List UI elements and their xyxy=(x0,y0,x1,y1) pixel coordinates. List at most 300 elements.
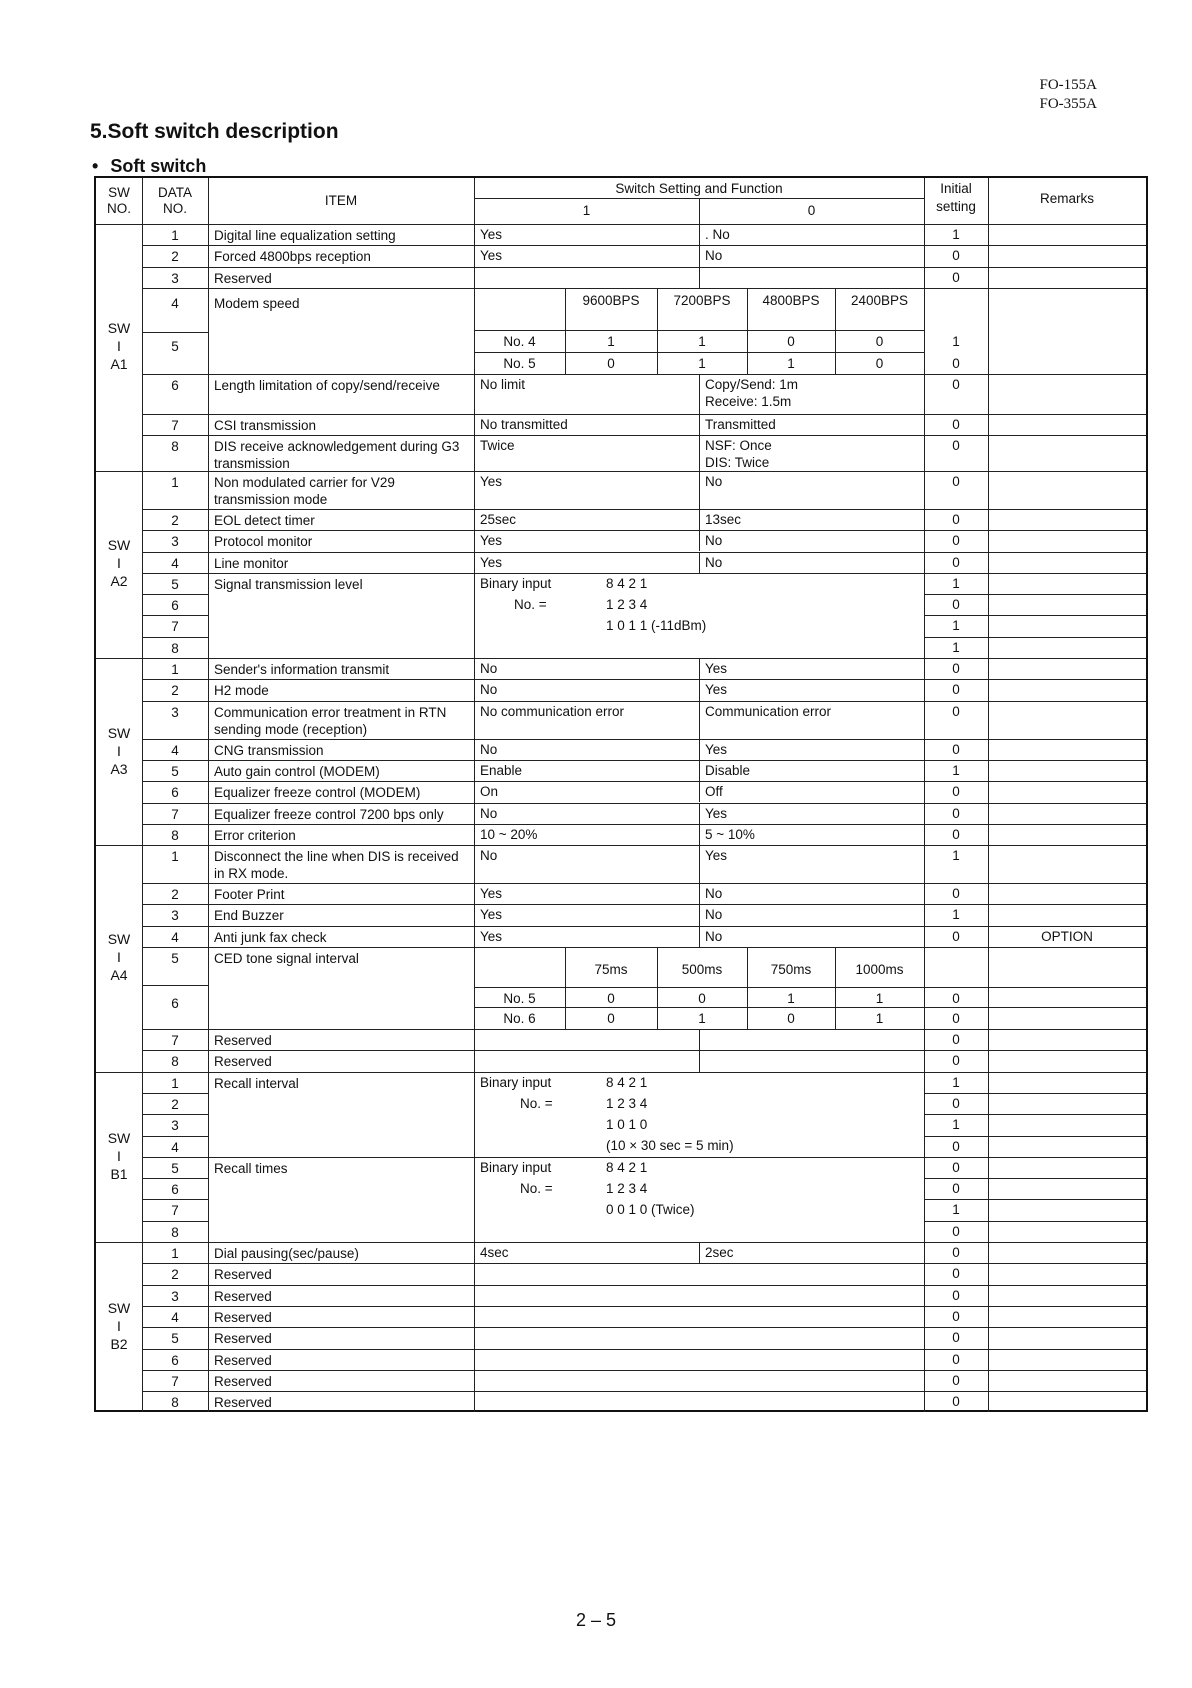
header-sw: SW xyxy=(108,185,130,200)
initial-setting: 1 xyxy=(952,575,960,591)
initial-setting: 1 xyxy=(952,618,960,634)
row-rule xyxy=(924,987,1146,988)
header-initial: Initial xyxy=(940,181,972,196)
column-rule xyxy=(699,760,700,781)
switch-group-label: A4 xyxy=(110,967,128,984)
subtitle-text: Soft switch xyxy=(110,156,207,176)
binary-label: Binary input xyxy=(480,1074,552,1090)
initial-setting: 1 xyxy=(952,639,960,655)
row-rule xyxy=(142,739,1146,740)
row-rule xyxy=(142,1136,208,1137)
row-rule xyxy=(142,267,1146,268)
data-no: 3 xyxy=(171,534,179,550)
row-rule xyxy=(142,615,208,616)
initial-setting: 0 xyxy=(952,661,960,676)
row-rule xyxy=(474,330,924,331)
initial-setting: 0 xyxy=(952,554,960,570)
setting-1: Yes xyxy=(480,248,503,264)
row-rule xyxy=(142,509,1146,510)
data-no: 8 xyxy=(171,1395,179,1411)
header-remarks: Remarks xyxy=(1039,191,1094,206)
data-no: 8 xyxy=(171,640,179,656)
column-rule xyxy=(699,198,700,224)
initial-setting: 0 xyxy=(952,1394,960,1410)
initial-setting: 1 xyxy=(952,848,960,864)
setting-0: No xyxy=(705,886,723,902)
row-rule xyxy=(142,530,1146,531)
setting-1: Enable xyxy=(480,762,523,778)
data-no: 3 xyxy=(171,908,179,924)
binary-value: 1 0 1 1 (-11dBm) xyxy=(606,617,707,633)
data-no: 6 xyxy=(171,1352,179,1368)
initial-setting: 1 xyxy=(952,1074,960,1090)
item-label: Length limitation of copy/send/receive xyxy=(214,377,440,393)
row-rule xyxy=(142,701,1146,702)
row-rule xyxy=(924,1007,1146,1008)
initial-setting: 0 xyxy=(952,1181,960,1197)
setting-0: No xyxy=(705,928,723,944)
data-no: 7 xyxy=(171,1373,179,1389)
setting-1: No limit xyxy=(480,376,526,392)
data-no: 5 xyxy=(171,338,179,354)
setting-1: Yes xyxy=(480,928,503,944)
row-rule xyxy=(142,803,1146,804)
row-rule xyxy=(924,637,1146,638)
binary-value: 1 0 1 0 xyxy=(606,1116,648,1132)
initial-setting: 0 xyxy=(952,248,960,264)
modem-speed: 2400BPS xyxy=(850,292,909,308)
binary-no-label: No. = xyxy=(514,596,547,612)
item-label: Line monitor xyxy=(214,555,289,571)
setting-1: No transmitted xyxy=(480,416,568,432)
column-rule xyxy=(699,509,700,530)
row-rule xyxy=(142,679,1146,680)
data-no: 2 xyxy=(171,887,179,903)
switch-group-label: A1 xyxy=(110,356,128,373)
data-no: 1 xyxy=(171,662,179,677)
item-label: Signal transmission level xyxy=(214,576,363,592)
initial-setting: 1 xyxy=(952,907,960,923)
modem-bit: 0 xyxy=(787,333,795,349)
ced-interval: 1000ms xyxy=(855,962,904,977)
setting-0: Yes xyxy=(705,661,728,676)
data-no: 3 xyxy=(171,704,179,720)
ced-row-label: No. 6 xyxy=(503,1011,536,1026)
row-rule xyxy=(142,1178,208,1179)
setting-0: Yes xyxy=(705,741,728,757)
binary-no-label: No. = xyxy=(520,1180,553,1196)
switch-group-label: A3 xyxy=(110,760,128,777)
item-label: Reserved xyxy=(214,1395,272,1411)
modem-speed: 7200BPS xyxy=(673,292,731,308)
column-rule xyxy=(699,926,700,947)
row-rule xyxy=(142,1349,1146,1350)
data-no: 5 xyxy=(171,1331,179,1347)
item-label: Dial pausing(sec/pause) xyxy=(214,1246,359,1261)
column-rule xyxy=(699,904,700,925)
switch-group-label: I xyxy=(117,742,121,759)
item-label: Digital line equalization setting xyxy=(214,228,396,243)
data-no: 7 xyxy=(171,619,179,635)
column-rule xyxy=(474,178,475,1412)
data-no: 1 xyxy=(171,228,179,243)
column-rule xyxy=(699,824,700,845)
modem-bit: 1 xyxy=(698,355,706,371)
setting-0: No xyxy=(705,248,723,264)
initial-setting: 0 xyxy=(952,682,960,698)
setting-1: No communication error xyxy=(480,703,625,719)
setting-0: Yes xyxy=(705,848,728,864)
row-rule xyxy=(142,760,1146,761)
data-no: 1 xyxy=(171,474,179,490)
binary-note: (10 × 30 sec = 5 min) xyxy=(606,1137,734,1153)
switch-group-label: A2 xyxy=(110,573,128,590)
initial-setting: 0 xyxy=(952,355,960,371)
item-label: CSI transmission xyxy=(214,417,317,433)
row-rule xyxy=(142,1391,1146,1392)
data-no: 6 xyxy=(171,996,179,1011)
data-no: 8 xyxy=(171,1054,179,1070)
item-label: Non modulated carrier for V29 xyxy=(214,474,395,490)
column-rule xyxy=(142,178,143,1412)
setting-1: No xyxy=(480,848,498,864)
data-no: 4 xyxy=(171,555,179,571)
modem-bit: 1 xyxy=(698,333,706,349)
setting-1: No xyxy=(480,741,498,757)
column-rule xyxy=(699,552,700,573)
row-rule xyxy=(142,1050,1146,1051)
ced-bit: 1 xyxy=(698,1011,706,1026)
row-rule xyxy=(142,594,208,595)
item-label: DIS receive acknowledgement during G3 xyxy=(214,438,460,454)
data-no: 3 xyxy=(171,1288,179,1304)
item-label-cont: in RX mode. xyxy=(214,866,289,882)
data-no: 7 xyxy=(171,417,179,433)
section-title: 5.Soft switch description xyxy=(90,120,339,143)
page-number: 2 – 5 xyxy=(575,1610,617,1630)
data-no: 4 xyxy=(171,295,179,311)
data-no: 5 xyxy=(171,951,179,966)
setting-0: 5 ~ 10% xyxy=(705,826,755,842)
initial-setting: 0 xyxy=(952,703,960,719)
data-no: 4 xyxy=(171,1139,179,1155)
row-rule xyxy=(142,288,1146,289)
item-label: Reserved xyxy=(214,1288,272,1304)
item-label: Recall times xyxy=(214,1160,288,1176)
item-label: Footer Print xyxy=(214,887,285,903)
column-rule xyxy=(699,435,700,471)
data-no: 8 xyxy=(171,1224,179,1240)
initial-setting: 0 xyxy=(952,1159,960,1175)
setting-1: Twice xyxy=(480,437,515,453)
setting-1: No xyxy=(480,661,498,676)
data-no: 2 xyxy=(171,512,179,528)
column-rule xyxy=(835,947,836,1029)
data-no: 2 xyxy=(171,249,179,265)
row-rule xyxy=(142,824,1146,825)
modem-row-label: No. 5 xyxy=(503,355,536,371)
row-rule xyxy=(142,947,1146,948)
binary-label: Binary input xyxy=(480,575,552,591)
row-rule xyxy=(142,904,1146,905)
item-label: Reserved xyxy=(214,1267,272,1283)
initial-setting: 0 xyxy=(952,437,960,453)
initial-setting: 1 xyxy=(952,762,960,778)
initial-setting: 0 xyxy=(952,511,960,527)
data-no: 6 xyxy=(171,1182,179,1198)
item-label: H2 mode xyxy=(214,683,269,699)
row-rule xyxy=(142,245,1146,246)
setting-0: No xyxy=(705,533,723,549)
item-label: Equalizer freeze control 7200 bps only xyxy=(214,806,444,822)
column-rule xyxy=(699,658,700,679)
item-label-cont: transmission xyxy=(214,455,290,471)
setting-1: Yes xyxy=(480,473,503,489)
ced-bit: 0 xyxy=(698,991,706,1006)
setting-1: 25sec xyxy=(480,511,517,527)
row-rule xyxy=(142,414,1146,415)
column-rule xyxy=(924,178,925,1412)
item-label: Error criterion xyxy=(214,827,296,843)
switch-group-label: B1 xyxy=(110,1165,128,1182)
data-no: 1 xyxy=(171,1075,179,1091)
column-rule xyxy=(208,178,209,1412)
row-rule xyxy=(142,985,208,986)
data-no: 5 xyxy=(171,576,179,592)
initial-setting: 0 xyxy=(952,826,960,842)
binary-nos: 1 2 3 4 xyxy=(606,1180,648,1196)
column-rule xyxy=(657,288,658,374)
initial-setting: 0 xyxy=(952,784,960,800)
switch-group-label: I xyxy=(117,555,121,572)
switch-group-label: I xyxy=(117,1318,121,1335)
row-rule xyxy=(142,1306,1146,1307)
modem-row-label: No. 4 xyxy=(503,333,536,349)
row-rule xyxy=(142,332,208,333)
initial-setting: 0 xyxy=(952,416,960,432)
data-no: 4 xyxy=(171,929,179,945)
row-rule xyxy=(142,883,1146,884)
row-rule xyxy=(142,1199,208,1200)
setting-1: No xyxy=(480,682,498,698)
item-label: Modem speed xyxy=(214,295,300,311)
data-no: 1 xyxy=(171,1246,179,1261)
remarks: OPTION xyxy=(1041,928,1093,944)
column-rule xyxy=(699,374,700,414)
data-no: 6 xyxy=(171,785,179,801)
item-label: Reserved xyxy=(214,1352,272,1368)
item-label: EOL detect timer xyxy=(214,512,315,528)
initial-setting: 0 xyxy=(952,1287,960,1303)
row-rule xyxy=(142,552,1146,553)
row-rule xyxy=(142,781,1146,782)
initial-setting: 1 xyxy=(952,1202,960,1218)
setting-0: 13sec xyxy=(705,511,742,527)
item-label: Reserved xyxy=(214,1054,272,1070)
setting-0: NSF: Once xyxy=(705,437,772,453)
column-rule xyxy=(699,1050,700,1071)
setting-1: Yes xyxy=(480,907,503,923)
column-rule xyxy=(699,267,700,288)
column-rule xyxy=(699,883,700,904)
column-rule xyxy=(699,1242,700,1263)
switch-group-label: I xyxy=(117,338,121,355)
ced-bit: 1 xyxy=(875,1011,884,1026)
column-rule xyxy=(699,530,700,551)
item-label-cont: sending mode (reception) xyxy=(214,721,368,737)
item-label-cont: transmission mode xyxy=(214,491,328,507)
data-no: 5 xyxy=(171,763,179,779)
data-no: 7 xyxy=(171,1033,179,1048)
item-label: Reserved xyxy=(214,1033,272,1048)
binary-label: Binary input xyxy=(480,1159,552,1175)
row-rule xyxy=(142,1093,208,1094)
data-no: 8 xyxy=(171,827,179,843)
modem-speed: 4800BPS xyxy=(762,292,820,308)
item-label: Reserved xyxy=(214,1331,272,1347)
initial-setting: 0 xyxy=(952,805,960,821)
row-rule xyxy=(474,1007,924,1008)
data-no: 2 xyxy=(171,683,179,699)
binary-weights: 8 4 2 1 xyxy=(606,575,648,591)
initial-setting: 0 xyxy=(952,376,960,392)
modem-bit: 0 xyxy=(607,355,615,371)
switch-group-label: SW xyxy=(107,931,131,948)
item-label: Sender's information transmit xyxy=(214,662,390,677)
initial-setting: 0 xyxy=(952,1308,960,1324)
initial-setting: 1 xyxy=(952,227,960,242)
binary-value: 0 0 1 0 (Twice) xyxy=(606,1201,695,1217)
initial-setting: 0 xyxy=(952,473,960,489)
row-rule xyxy=(142,1221,208,1222)
row-rule xyxy=(142,1327,1146,1328)
modem-bit: 1 xyxy=(787,355,795,371)
model-numbers xyxy=(1039,76,1097,114)
switch-group-label: SW xyxy=(107,1129,131,1146)
setting-0: Communication error xyxy=(705,703,832,719)
item-label: Auto gain control (MODEM) xyxy=(214,763,380,779)
setting-1: 10 ~ 20% xyxy=(480,826,538,842)
setting-0: Disable xyxy=(705,762,751,778)
column-rule xyxy=(699,471,700,509)
item-label: Reserved xyxy=(214,270,272,286)
header-data-no: NO. xyxy=(162,201,187,216)
row-rule xyxy=(142,435,1146,436)
switch-group-label: I xyxy=(117,1147,121,1164)
item-label: Disconnect the line when DIS is received xyxy=(214,849,459,865)
binary-nos: 1 2 3 4 xyxy=(606,1095,648,1111)
row-rule xyxy=(142,1370,1146,1371)
initial-setting: 0 xyxy=(952,597,960,613)
initial-setting: 0 xyxy=(952,1011,960,1026)
binary-weights: 8 4 2 1 xyxy=(606,1074,648,1090)
initial-setting: 0 xyxy=(952,269,960,285)
modem-speed: 9600BPS xyxy=(582,292,640,308)
column-rule xyxy=(699,245,700,266)
header-value-0: 0 xyxy=(807,203,816,218)
header-value-1: 1 xyxy=(582,203,591,218)
setting-0: Copy/Send: 1m xyxy=(705,376,799,392)
setting-1: Yes xyxy=(480,533,503,549)
item-label: Equalizer freeze control (MODEM) xyxy=(214,785,421,801)
row-rule xyxy=(924,1093,1146,1094)
initial-setting: 0 xyxy=(952,1032,960,1047)
row-rule xyxy=(474,987,924,988)
initial-setting: 0 xyxy=(952,886,960,902)
setting-0: 2sec xyxy=(705,1245,734,1260)
item-label: Reserved xyxy=(214,1373,272,1389)
initial-setting: 1 xyxy=(952,333,960,349)
setting-0: Yes xyxy=(705,682,728,698)
initial-setting: 0 xyxy=(952,991,960,1006)
row-rule xyxy=(924,1136,1146,1137)
data-no: 7 xyxy=(171,806,179,822)
item-label: Reserved xyxy=(214,1309,272,1325)
initial-setting: 0 xyxy=(952,1372,960,1388)
data-no: 2 xyxy=(171,1267,179,1283)
row-rule xyxy=(142,1114,208,1115)
switch-group-label: I xyxy=(117,949,121,966)
column-rule xyxy=(699,803,700,824)
setting-0-cont: DIS: Twice xyxy=(705,454,770,470)
switch-group-label: B2 xyxy=(110,1336,128,1353)
binary-no-label: No. = xyxy=(520,1095,553,1111)
item-label: Protocol monitor xyxy=(214,534,313,550)
switch-group-label: SW xyxy=(107,537,131,554)
initial-setting: 0 xyxy=(952,1223,960,1239)
row-rule xyxy=(924,615,1146,616)
column-rule xyxy=(699,845,700,883)
item-label: CED tone signal interval xyxy=(214,951,359,966)
setting-1: Yes xyxy=(480,886,503,902)
row-rule xyxy=(142,573,1146,574)
row-rule xyxy=(142,1157,1146,1158)
header-setting: setting xyxy=(936,199,976,214)
row-rule xyxy=(142,1029,1146,1030)
model-line-1: FO-155A xyxy=(1039,77,1097,93)
setting-1: 4sec xyxy=(480,1245,509,1260)
ced-bit: 0 xyxy=(787,1011,795,1026)
setting-1: Yes xyxy=(480,227,503,242)
column-rule xyxy=(699,1029,700,1050)
ced-interval: 500ms xyxy=(681,962,723,977)
header-switch-setting: Switch Setting and Function xyxy=(615,181,783,196)
initial-setting: 0 xyxy=(952,1095,960,1111)
data-no: 7 xyxy=(171,1203,179,1219)
initial-setting: 0 xyxy=(952,1266,960,1282)
modem-bit: 0 xyxy=(875,355,884,371)
setting-0-cont: Receive: 1.5m xyxy=(705,393,792,409)
header-data: DATA xyxy=(157,185,192,200)
row-rule xyxy=(142,637,208,638)
setting-1: Yes xyxy=(480,554,503,570)
initial-setting: 0 xyxy=(952,741,960,757)
initial-setting: 0 xyxy=(952,1330,960,1346)
data-no: 5 xyxy=(171,1160,179,1176)
row-rule xyxy=(142,1263,1146,1264)
setting-0: Yes xyxy=(705,805,728,821)
item-label: Communication error treatment in RTN xyxy=(214,704,447,720)
row-rule xyxy=(142,1285,1146,1286)
switch-group-label: SW xyxy=(107,724,131,741)
data-no: 6 xyxy=(171,598,179,614)
ced-bit: 1 xyxy=(787,991,795,1006)
item-label: Anti junk fax check xyxy=(214,929,327,945)
modem-bit: 1 xyxy=(607,333,615,349)
switch-group-label: SW xyxy=(107,320,131,337)
ced-interval: 75ms xyxy=(594,962,628,977)
column-rule xyxy=(699,414,700,435)
